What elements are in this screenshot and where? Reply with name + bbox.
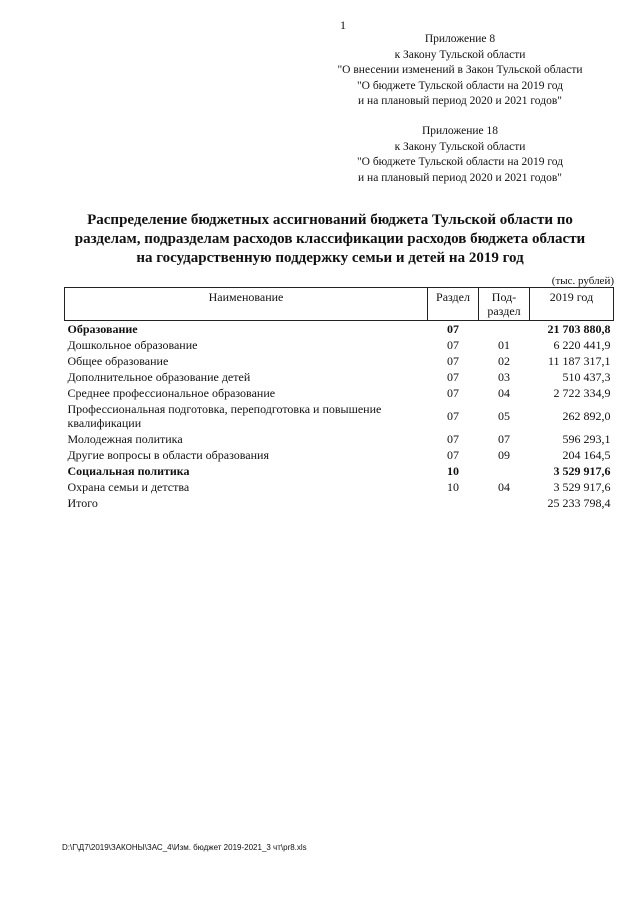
- cell-razdel: 07: [447, 354, 459, 368]
- cell-name: Образование: [67, 322, 138, 336]
- appendix-8-header: [310, 32, 610, 110]
- cell-name: Дошкольное образование: [67, 338, 198, 352]
- cell-name: Дополнительное образование детей: [67, 370, 251, 384]
- cell-podrazdel: [479, 321, 530, 338]
- table-row: [65, 463, 614, 479]
- table-row: [65, 385, 614, 401]
- cell-razdel: 07: [447, 448, 459, 462]
- cell-sum: 262 892,0: [562, 409, 611, 423]
- cell-name: Другие вопросы в области образования: [67, 448, 269, 462]
- header-podrazdel-line1: Под-: [491, 290, 517, 304]
- appendix-8-line: "О бюджете Тульской области на 2019 год: [356, 79, 564, 92]
- cell-razdel: 07: [447, 432, 459, 446]
- cell-podrazdel: 05: [498, 409, 510, 423]
- table-row: [65, 401, 614, 431]
- cell-razdel: 10: [447, 480, 459, 494]
- cell-razdel: 07: [447, 409, 459, 423]
- table-row: [65, 431, 614, 447]
- cell-name: Молодежная политика: [67, 432, 183, 446]
- cell-razdel: [428, 495, 479, 511]
- header-podrazdel: [479, 288, 530, 321]
- cell-razdel: 07: [447, 338, 459, 352]
- cell-name: Профессиональная подготовка, переподготовка и повышение квалификации: [67, 402, 382, 430]
- cell-name: Общее образование: [67, 354, 169, 368]
- table-row: [65, 479, 614, 495]
- cell-razdel: 07: [447, 370, 459, 384]
- units-label: (тыс. рублей): [551, 275, 614, 287]
- file-path-footer: D:\Г\Д7\2019\ЗАКОНЫ\ЗАС_4\Изм. бюджет 2019-2021_3 чт\pr8.xls: [62, 843, 307, 852]
- appendix-8-line: к Закону Тульской области: [394, 48, 526, 61]
- cell-podrazdel: [479, 463, 530, 479]
- cell-podrazdel: 01: [498, 338, 510, 352]
- appendix-8-line: и на плановый период 2020 и 2021 годов": [358, 95, 562, 107]
- cell-podrazdel: 07: [498, 432, 510, 446]
- appendix-8-line: Приложение 8: [424, 33, 496, 45]
- cell-name: Итого: [67, 496, 98, 510]
- table-row: [65, 353, 614, 369]
- cell-sum: 596 293,1: [562, 432, 611, 446]
- header-razdel: Раздел: [428, 288, 479, 321]
- title-line: разделам, подразделам расходов классификации расходов бюджета области: [74, 231, 586, 247]
- cell-sum: 3 529 917,6: [553, 464, 611, 478]
- cell-sum: 2 722 334,9: [553, 386, 611, 400]
- cell-sum: 21 703 880,8: [547, 322, 611, 336]
- cell-podrazdel: 04: [498, 480, 510, 494]
- cell-podrazdel: 04: [498, 386, 510, 400]
- cell-sum: 510 437,3: [562, 370, 611, 384]
- cell-name: Социальная политика: [67, 464, 190, 478]
- table-row: [65, 321, 614, 338]
- cell-podrazdel: 02: [498, 354, 510, 368]
- appendix-18-line: "О бюджете Тульской области на 2019 год: [356, 156, 564, 168]
- cell-razdel: 07: [447, 386, 459, 400]
- table-row: [65, 337, 614, 353]
- cell-podrazdel: [479, 495, 530, 511]
- appendix-18-line: и на плановый период 2020 и 2021 годов": [358, 171, 562, 184]
- cell-sum: 25 233 798,4: [547, 496, 611, 510]
- header-podrazdel-line2: раздел: [487, 304, 521, 318]
- cell-sum: 6 220 441,9: [553, 338, 611, 352]
- header-year: 2019 год: [530, 288, 614, 321]
- cell-razdel: 07: [447, 322, 459, 336]
- cell-sum: 3 529 917,6: [553, 480, 611, 494]
- cell-podrazdel: 09: [498, 448, 510, 462]
- header-name: Наименование: [65, 288, 428, 321]
- appendix-18-line: к Закону Тульской области: [394, 140, 526, 153]
- cell-name: Среднее профессиональное образование: [67, 386, 276, 400]
- page-number: 1: [340, 18, 346, 32]
- budget-table: [64, 287, 614, 511]
- table-row: [65, 495, 614, 511]
- title-line: на государственную поддержку семьи и детей на 2019 год: [136, 250, 524, 266]
- appendix-8-line: "О внесении изменений в Закон Тульской области: [337, 64, 583, 76]
- appendix-18-line: Приложение 18: [421, 125, 499, 137]
- table-header-row: [65, 288, 614, 321]
- document-title: [60, 211, 600, 268]
- title-line: Распределение бюджетных ассигнований бюджета Тульской области по: [87, 212, 573, 228]
- cell-razdel: 10: [447, 464, 459, 478]
- appendix-18-header: [320, 124, 600, 186]
- table-row: [65, 447, 614, 463]
- table-body: [65, 321, 614, 512]
- cell-name: Охрана семьи и детства: [67, 480, 190, 494]
- cell-sum: 11 187 317,1: [547, 354, 611, 368]
- cell-sum: 204 164,5: [562, 448, 611, 462]
- table-row: [65, 369, 614, 385]
- cell-podrazdel: 03: [498, 370, 510, 384]
